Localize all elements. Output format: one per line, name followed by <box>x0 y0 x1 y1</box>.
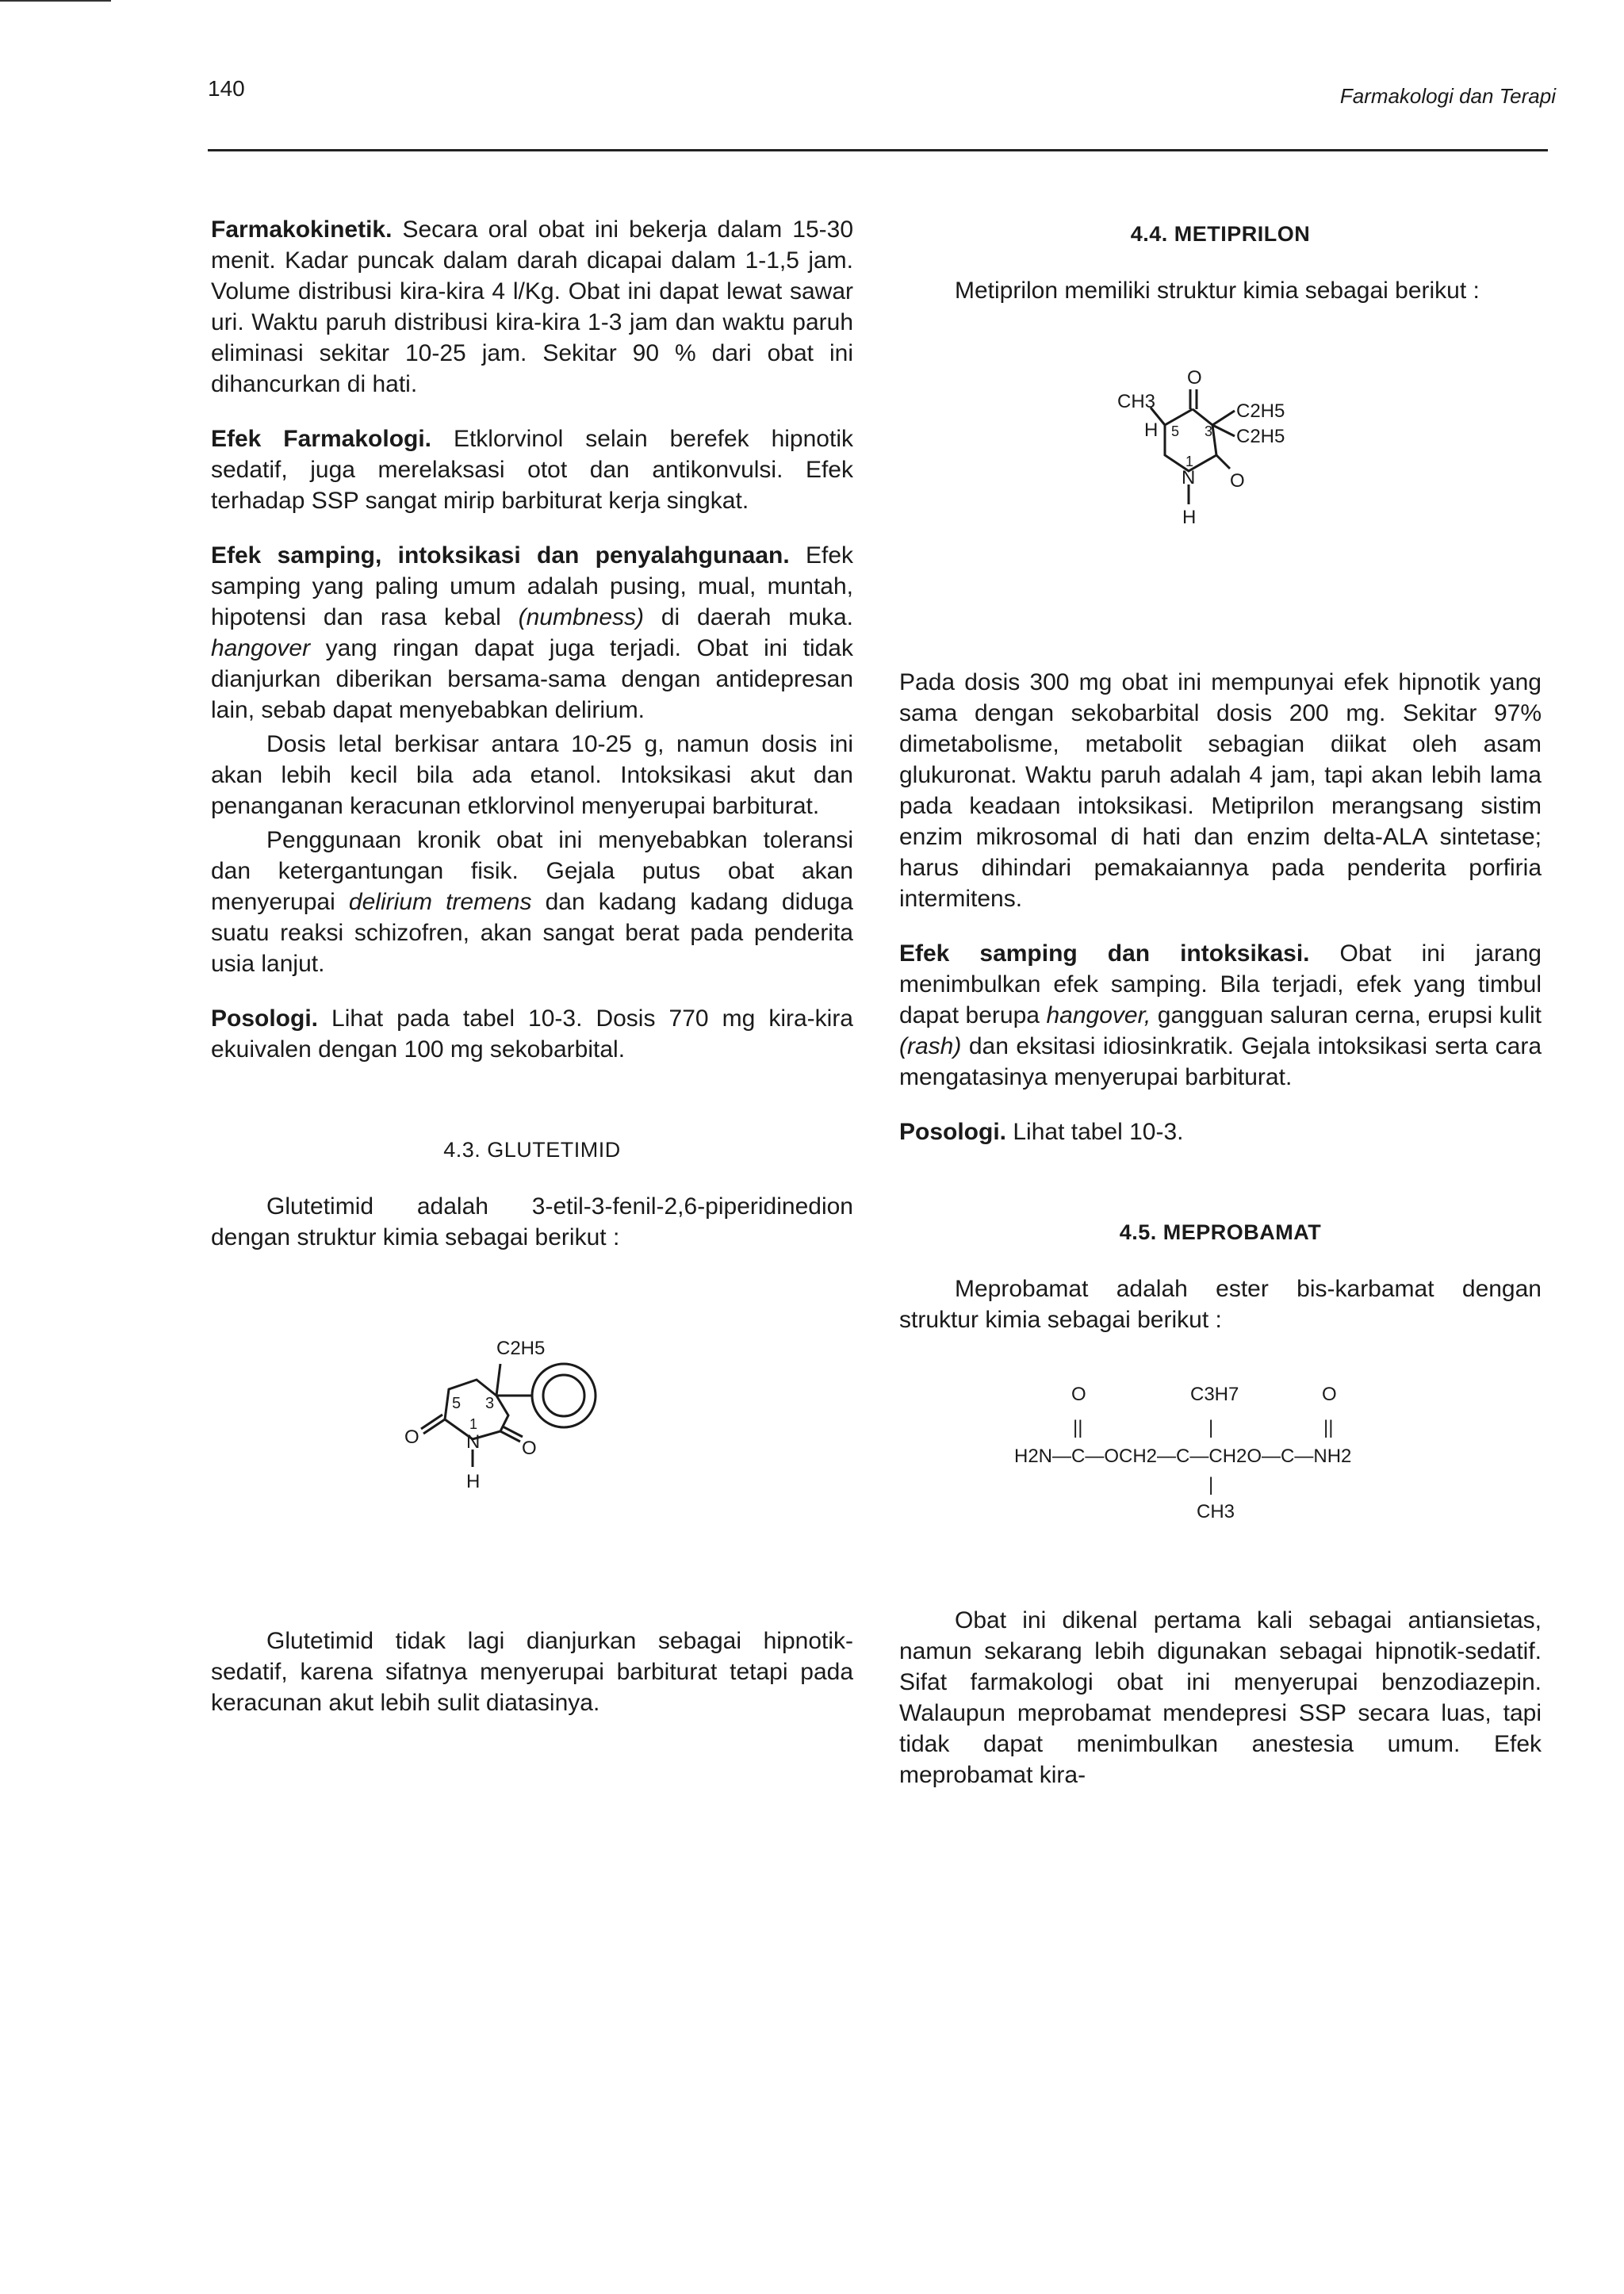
metiprilon-c2h5-b: C2H5 <box>1236 426 1285 447</box>
lead-efek-samping: Efek samping, intoksikasi dan penyalahgunaan. <box>211 542 790 569</box>
meprobamat-double-bond-right: || <box>1323 1417 1334 1438</box>
corner-mark <box>0 0 111 2</box>
text-efek-samping-d: hangover <box>211 635 311 661</box>
running-title: Farmakologi dan Terapi <box>1339 84 1556 108</box>
paragraph-posologi-right <box>899 1116 1542 1147</box>
paragraph-obat-ini: Obat ini dikenal pertama kali sebagai antiansietas, namun sekarang lebih digunakan sebagai hipnotik-sedatif. Sifat farmakologi obat ini menyerupai benzodiazepin. Walaupun meprobamat mendepresi SSP secara luas, tapi tidak dapat menimbulkan anestesia umum. Efek meprobamat kira- <box>899 1607 1542 1788</box>
right-column <box>899 214 1542 1790</box>
metiprilon-carbonyl-right <box>1216 455 1230 469</box>
heading-metiprilon: 4.4. METIPRILON <box>1130 222 1311 246</box>
meprobamat-main-chain: H2N—C—OCH2—C—CH2O—C—NH2 <box>1014 1446 1352 1467</box>
paragraph-metiprilon-intro: Metiprilon memiliki struktur kimia sebagai berikut : <box>955 278 1480 304</box>
lead-posologi: Posologi. <box>211 1005 318 1032</box>
text-efek-samping-right-a: Obat ini jarang menimbulkan efek samping. Bila terjadi, efek yang timbul dapat berupa <box>899 940 1542 1028</box>
metiprilon-ethyl-bond-b <box>1212 425 1235 436</box>
text-posologi-right: Lihat tabel 10-3. <box>1013 1119 1184 1145</box>
text-efek-samping-right-e: dan eksitasi idiosinkratik. Gejala intoksikasi serta cara mengatasinya menyerupai barbiturat. <box>899 1033 1542 1090</box>
metiprilon-structure <box>1094 354 1347 552</box>
page-number: 140 <box>208 76 245 101</box>
metiprilon-ch3: CH3 <box>1117 391 1156 412</box>
text-efek-samping-right-b: hangover, <box>1046 1002 1151 1028</box>
metiprilon-O-right: O <box>1230 470 1245 492</box>
glutetimid-structure <box>401 1332 663 1515</box>
metiprilon-H-bottom: H <box>1182 507 1197 528</box>
meprobamat-O-right: O <box>1322 1384 1337 1405</box>
page-header <box>208 76 1556 124</box>
heading-glutetimid: 4.3. GLUTETIMID <box>443 1138 621 1162</box>
text-efek-samping-right-d: (rash) <box>899 1033 962 1059</box>
metiprilon-c2h5-a: C2H5 <box>1236 400 1285 422</box>
paragraph-dosis-letal: Dosis letal berkisar antara 10-25 g, namun dosis ini akan lebih kecil bila ada etanol. Intoksikasi akut dan penanganan keracunan etklorvinol menyerupai barbiturat. <box>211 731 853 819</box>
glutetimid-phenyl-inner <box>543 1375 584 1416</box>
left-column <box>211 214 853 1718</box>
paragraph-efek-samping <box>211 540 853 726</box>
header-rule <box>208 149 1548 151</box>
lead-posologi-right: Posologi. <box>899 1119 1006 1145</box>
metiprilon-position-3: 3 <box>1205 423 1213 439</box>
text-penggunaan-a: Penggunaan kronik obat ini menyebabkan toleransi dan ketergantungan fisik. Gejala putus obat akan menyerupai <box>211 827 853 915</box>
heading-meprobamat: 4.5. MEPROBAMAT <box>1119 1220 1322 1244</box>
lead-efek-farmakologi: Efek Farmakologi. <box>211 426 432 452</box>
glutetimid-ethyl-bond <box>496 1364 500 1396</box>
text-penggunaan-b: delirium tremens <box>348 889 532 915</box>
metiprilon-O-top: O <box>1187 367 1202 389</box>
paragraph-meprobamat-intro: Meprobamat adalah ester bis-karbamat dengan struktur kimia sebagai berikut : <box>899 1276 1542 1333</box>
text-efek-samping-e: yang ringan dapat juga terjadi. Obat ini tidak dianjurkan diberikan bersama-sama dengan antidepresan lain, sebab dapat menyebabkan delirium. <box>211 635 853 723</box>
metiprilon-ethyl-bond-a <box>1212 411 1235 425</box>
glutetimid-position-1: 1 <box>469 1416 478 1432</box>
text-efek-samping-c: di daerah muka. <box>661 604 853 630</box>
meprobamat-single-bond-mid: | <box>1208 1417 1214 1438</box>
paragraph-glutetimid-text: Glutetimid tidak lagi dianjurkan sebagai hipnotik-sedatif, karena sifatnya menyerupai barbiturat tetapi pada keracunan akut lebih sulit diatasinya. <box>211 1628 853 1716</box>
metiprilon-position-1: 1 <box>1185 454 1194 469</box>
paragraph-penggunaan <box>211 825 853 979</box>
meprobamat-ch3: CH3 <box>1197 1501 1235 1522</box>
lead-farmakokinetik: Farmakokinetik. <box>211 216 393 243</box>
glutetimid-O-right: O <box>522 1438 537 1459</box>
glutetimid-O-left: O <box>404 1427 419 1448</box>
glutetimid-N: N <box>466 1431 481 1453</box>
text-efek-samping-b: (numbness) <box>518 604 644 630</box>
meprobamat-c3h7: C3H7 <box>1190 1384 1239 1405</box>
metiprilon-H-left: H <box>1144 419 1159 441</box>
meprobamat-structure <box>998 1375 1442 1526</box>
glutetimid-H: H <box>466 1471 481 1492</box>
text-posologi: Lihat pada tabel 10-3. Dosis 770 mg kira-kira ekuivalen dengan 100 mg sekobarbital. <box>211 1005 853 1063</box>
meprobamat-O-left: O <box>1071 1384 1086 1405</box>
metiprilon-position-5: 5 <box>1171 423 1180 439</box>
text-efek-samping-right-c: gangguan saluran cerna, erupsi kulit <box>1157 1002 1542 1028</box>
paragraph-efek-samping-right <box>899 938 1542 1093</box>
glutetimid-phenyl-ring <box>532 1364 596 1427</box>
paragraph-farmakokinetik <box>211 214 853 400</box>
text-efek-samping-a: Efek samping yang paling umum adalah pusing, mual, muntah, hipotensi dan rasa kebal <box>211 542 853 630</box>
meprobamat-single-bond-low: | <box>1208 1474 1214 1496</box>
paragraph-posologi <box>211 1003 853 1065</box>
glutetimid-position-3: 3 <box>485 1395 495 1412</box>
text-farmakokinetik: Secara oral obat ini bekerja dalam 15-30 menit. Kadar puncak dalam darah dicapai dalam 1-1,5 jam. Volume distribusi kira-kira 4 l/Kg. Obat ini dapat lewat sawar uri. Waktu paruh distribusi kira-kira 1-3 jam dan waktu paruh eliminasi sekitar 10-25 jam. Sekitar 90 % dari obat ini dihancurkan di hati. <box>211 216 853 397</box>
paragraph-efek-farmakologi <box>211 423 853 516</box>
glutetimid-c2h5: C2H5 <box>496 1338 546 1359</box>
text-efek-farmakologi: Etklorvinol selain berefek hipnotik sedatif, juga merelaksasi otot dan antikonvulsi. Efek terhadap SSP sangat mirip barbiturat kerja singkat. <box>211 426 853 514</box>
paragraph-glutetimid-intro: Glutetimid adalah 3-etil-3-fenil-2,6-piperidinedion dengan struktur kimia sebagai berikut : <box>211 1193 853 1250</box>
metiprilon-N: N <box>1182 467 1196 488</box>
lead-efek-samping-right: Efek samping dan intoksikasi. <box>899 940 1310 967</box>
paragraph-pada-dosis: Pada dosis 300 mg obat ini mempunyai efek hipnotik yang sama dengan sekobarbital dosis 200 mg. Sekitar 97% dimetabolisme, metabolit sebagian diikat oleh asam glukuronat. Waktu paruh adalah 4 jam, tapi akan lebih lama pada keadaan intoksikasi. Metiprilon merangsang sistim enzim mikrosomal di hati dan enzim delta-ALA sintetase; harus dihindari pemakaiannya pada penderita porfiria intermitens. <box>899 669 1542 912</box>
glutetimid-position-5: 5 <box>452 1395 462 1412</box>
text-penggunaan-c: dan kadang kadang diduga suatu reaksi schizofren, akan sangat berat pada penderita usia lanjut. <box>211 889 853 977</box>
meprobamat-double-bond-left: || <box>1073 1417 1083 1438</box>
